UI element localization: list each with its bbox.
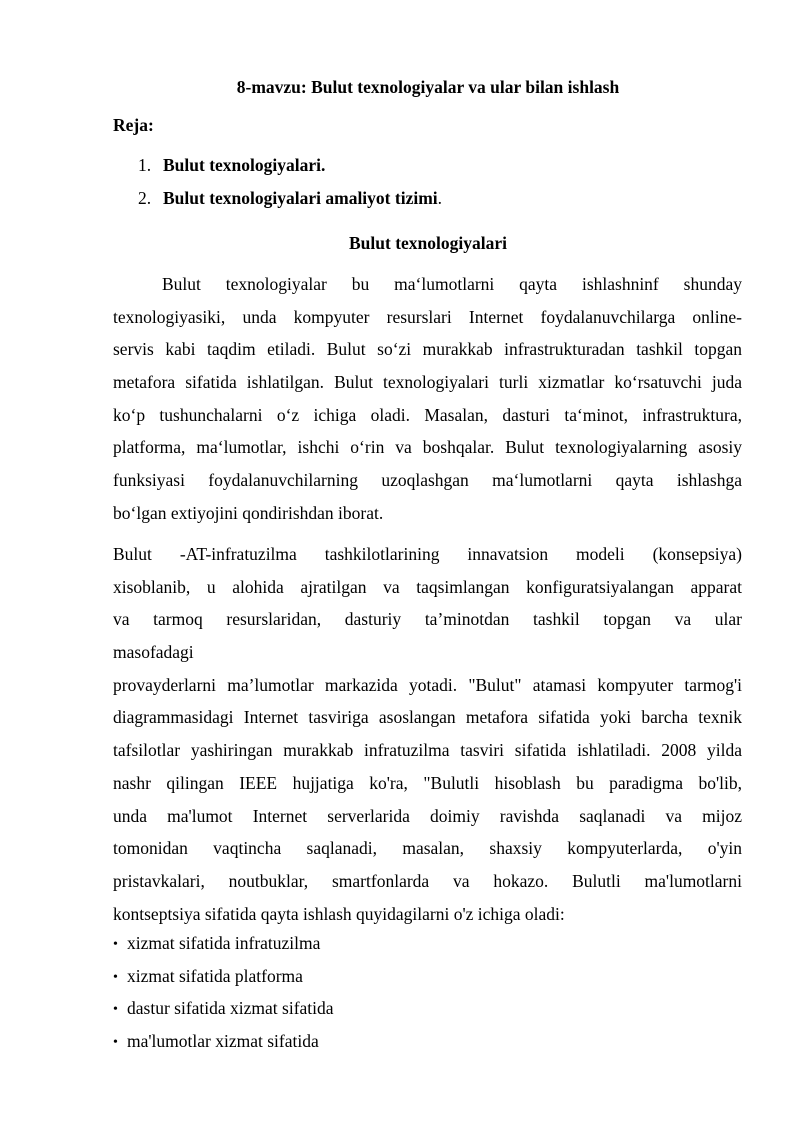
bullet-item bbox=[113, 1030, 334, 1063]
bullet-item bbox=[113, 932, 334, 965]
text-line: provayderlarni ma’lumotlar markazida yotadi. "Bulut" atamasi kompyuter tarmog'i bbox=[113, 674, 742, 695]
text-line: ko‘p tushunchalarni o‘z ichiga oladi. Masalan, dasturi ta‘minot, infrastruktura, bbox=[113, 404, 742, 425]
bullet-text: xizmat sifatida platforma bbox=[127, 965, 303, 986]
text-line: xisoblanib, u alohida ajratilgan va taqsimlangan konfiguratsiyalangan apparat bbox=[113, 576, 742, 597]
plan-item-text: Bulut texnologiyalari. bbox=[163, 155, 326, 175]
text-line: texnologiyasiki, unda kompyuter resurslari Internet foydalanuvchilarga online- bbox=[113, 306, 742, 327]
paragraph-1 bbox=[113, 273, 742, 535]
bullet-text: dastur sifatida xizmat sifatida bbox=[127, 998, 334, 1019]
bullet-icon: • bbox=[113, 937, 118, 952]
text-line: platforma, ma‘lumotlar, ishchi o‘rin va boshqalar. Bulut texnologiyalarning asosiy bbox=[113, 437, 742, 458]
text-line: Bulut texnologiyalar bu ma‘lumotlarni qayta ishlashninf shunday bbox=[162, 274, 742, 294]
bullet-icon: • bbox=[113, 969, 118, 985]
bullet-item bbox=[113, 965, 334, 998]
text-line: Bulut -AT-infratuzilma tashkilotlarining innavatsion modeli (konsepsiya) bbox=[113, 544, 742, 564]
text-line: tomonidan vaqtincha saqlanadi, masalan, shaxsiy kompyuterlarda, o'yin bbox=[113, 838, 742, 859]
text-line: servis kabi taqdim etiladi. Bulut so‘zi murakkab infrastrukturadan tashkil topgan bbox=[113, 339, 742, 360]
bullet-text: xizmat sifatida infratuzilma bbox=[127, 933, 321, 953]
text-line: tafsilotlar yashiringan murakkab infratuzilma tasviri sifatida ishlatiladi. 2008 yilda bbox=[113, 740, 742, 761]
bullet-icon: • bbox=[113, 1034, 118, 1050]
plan-heading: Reja: bbox=[113, 115, 154, 135]
bullet-item bbox=[113, 997, 334, 1030]
text-line: pristavkalari, noutbuklar, smartfonlarda va hokazo. Bulutli ma'lumotlarni bbox=[113, 870, 742, 891]
text-line: funksiyasi foydalanuvchilarning uzoqlashgan ma‘lumotlarni qayta ishlashga bbox=[113, 470, 742, 491]
section-heading: Bulut texnologiyalari bbox=[349, 233, 507, 253]
text-line: unda ma'lumot Internet serverlarida doimiy ravishda saqlanadi va mijoz bbox=[113, 805, 742, 826]
text-line: metafora sifatida ishlatilgan. Bulut texnologiyalari turli xizmatlar ko‘rsatuvchi juda bbox=[113, 372, 742, 393]
bullet-icon: • bbox=[113, 1002, 118, 1018]
paragraph-2 bbox=[113, 543, 742, 935]
plan-item bbox=[138, 187, 442, 209]
plan-item bbox=[138, 154, 325, 176]
plan-item-text: Bulut texnologiyalari amaliyot tizimi bbox=[163, 188, 438, 208]
text-line: masofadagi bbox=[113, 642, 194, 663]
plan-item-number: 2. bbox=[138, 188, 152, 208]
text-line: va tarmoq resurslaridan, dasturiy ta’minotdan tashkil topgan va ular bbox=[113, 609, 742, 630]
document-title: 8-mavzu: Bulut texnologiyalar va ular bilan ishlash bbox=[236, 77, 620, 97]
text-line: diagrammasidagi Internet tasviriga asoslangan metafora sifatida yoki barcha texnik bbox=[113, 707, 742, 728]
text-line: bo‘lgan extiyojini qondirishdan iborat. bbox=[113, 502, 384, 523]
plan-item-suffix: . bbox=[437, 188, 443, 208]
bullet-list bbox=[113, 932, 334, 1062]
text-line: nashr qilingan IEEE hujjatiga ko'ra, "Bulutli hisoblash bu paradigma bo'lib, bbox=[113, 772, 742, 793]
plan-item-number: 1. bbox=[138, 155, 152, 175]
text-line: kontseptsiya sifatida qayta ishlash quyidagilarni o'z ichiga oladi: bbox=[113, 903, 565, 924]
bullet-text: ma'lumotlar xizmat sifatida bbox=[127, 1030, 319, 1051]
